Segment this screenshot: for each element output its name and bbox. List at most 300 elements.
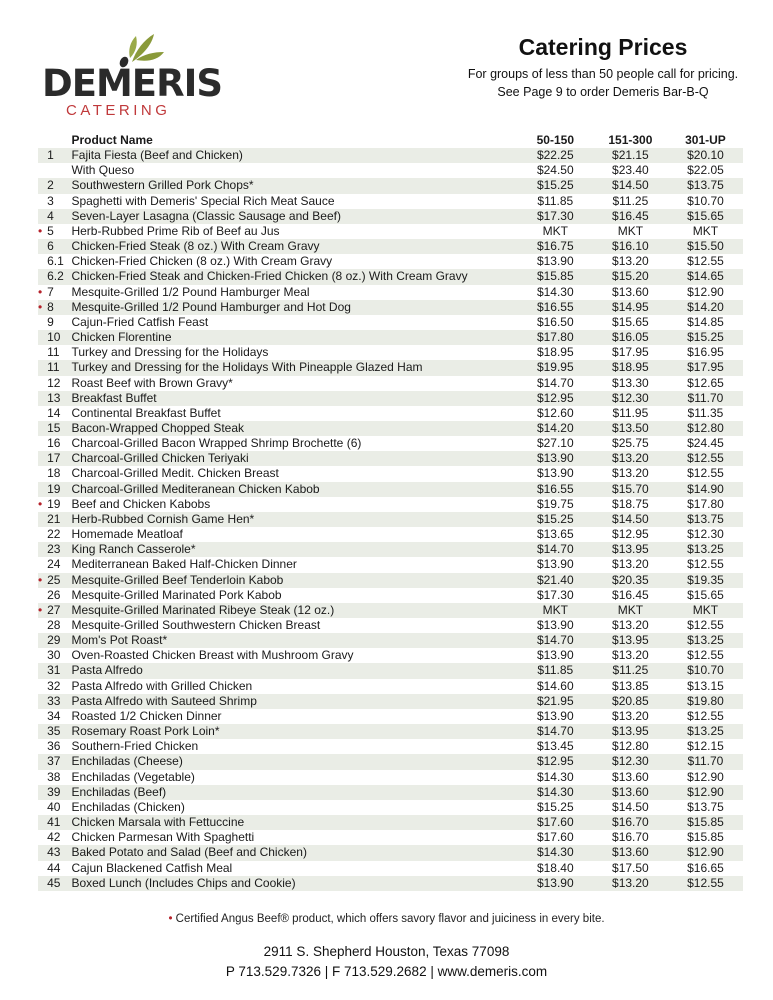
- item-number: 3: [47, 193, 54, 208]
- price-50-150: $16.55: [518, 300, 593, 315]
- header-151-300: 151-300: [608, 133, 653, 147]
- price-151-300: $16.10: [593, 239, 668, 254]
- angus-beef-bullet-icon: [38, 406, 45, 421]
- angus-beef-bullet-icon: [38, 830, 45, 845]
- product-name: Mesquite-Grilled Beef Tenderloin Kabob: [71, 573, 517, 588]
- header-product-name: Product Name: [71, 133, 153, 147]
- angus-beef-bullet-icon: [38, 876, 45, 891]
- price-301-up: $12.55: [687, 254, 724, 269]
- product-name: Herb-Rubbed Cornish Game Hen*: [71, 512, 517, 527]
- product-name: Oven-Roasted Chicken Breast with Mushroom Gravy: [71, 648, 354, 663]
- angus-beef-bullet-icon: [38, 451, 45, 466]
- price-50-150: $15.25: [518, 178, 593, 193]
- item-number: 16: [47, 436, 61, 451]
- item-number: 13: [45, 391, 71, 406]
- product-name: Turkey and Dressing for the Holidays: [71, 345, 269, 360]
- price-301-up: $12.55: [687, 618, 724, 632]
- price-151-300: $11.25: [593, 663, 668, 678]
- price-151-300: $13.50: [593, 421, 668, 436]
- angus-beef-bullet-icon: [38, 800, 45, 815]
- product-name: Boxed Lunch (Includes Chips and Cookie): [71, 876, 517, 891]
- item-number: 15: [45, 421, 71, 436]
- item-number: 8: [45, 300, 71, 315]
- price-50-150: $17.30: [536, 587, 574, 602]
- price-50-150: $13.45: [536, 739, 574, 754]
- table-row: [38, 663, 743, 678]
- price-151-300: $20.35: [593, 573, 668, 588]
- price-50-150: $18.95: [536, 345, 574, 360]
- table-row: [38, 648, 743, 663]
- price-151-300: $17.50: [612, 860, 649, 875]
- item-number: 1: [45, 148, 71, 163]
- price-151-300: $13.60: [593, 845, 668, 860]
- table-row: [38, 830, 743, 845]
- angus-beef-bullet-icon: [38, 482, 45, 497]
- item-number: 22: [47, 527, 61, 542]
- price-301-up: $20.10: [668, 148, 743, 163]
- item-number: 43: [45, 845, 71, 860]
- page-header: [433, 34, 773, 101]
- price-151-300: $13.20: [593, 876, 668, 891]
- price-151-300: $15.70: [593, 482, 668, 497]
- price-301-up: $13.25: [668, 633, 743, 648]
- header-50-150: 50-150: [536, 133, 574, 147]
- angus-beef-bullet-icon: •: [38, 300, 45, 315]
- table-row: [38, 876, 743, 891]
- item-number: 9: [47, 314, 54, 329]
- price-301-up: MKT: [692, 223, 719, 238]
- table-row: [38, 163, 743, 178]
- angus-beef-bullet-icon: [38, 754, 45, 769]
- angus-beef-bullet-icon: [38, 648, 45, 663]
- angus-beef-bullet-icon: [38, 178, 45, 193]
- table-row: [38, 512, 743, 527]
- footnote: [0, 913, 773, 925]
- product-name: King Ranch Casserole*: [71, 542, 517, 557]
- price-151-300: $13.20: [612, 254, 649, 269]
- product-name: Southwestern Grilled Pork Chops*: [71, 178, 517, 193]
- table-row: [38, 527, 743, 542]
- price-151-300: $13.20: [612, 557, 649, 572]
- price-301-up: $22.05: [687, 163, 724, 178]
- angus-beef-bullet-icon: [38, 194, 45, 209]
- product-name: Roasted 1/2 Chicken Dinner: [71, 708, 222, 723]
- angus-beef-bullet-icon: [38, 466, 45, 481]
- item-number: 39: [45, 785, 71, 800]
- price-50-150: $16.55: [518, 482, 593, 497]
- angus-beef-bullet-icon: [38, 770, 45, 785]
- footnote-text: Certified Angus Beef® product, which offers savory flavor and juiciness in every bite.: [175, 913, 605, 925]
- angus-beef-bullet-icon: [38, 209, 45, 224]
- price-301-up: $14.65: [668, 269, 743, 284]
- price-151-300: $15.65: [612, 314, 649, 329]
- product-name: Mesquite-Grilled Marinated Ribeye Steak (12 oz.): [71, 603, 517, 618]
- angus-beef-bullet-icon: [38, 527, 45, 542]
- table-row: [38, 466, 743, 481]
- price-151-300: $13.20: [593, 451, 668, 466]
- price-151-300: $20.85: [593, 694, 668, 709]
- price-50-150: $12.95: [518, 754, 593, 769]
- item-number: 40: [47, 799, 61, 814]
- phone-fax-web: P 713.529.7326 | F 713.529.2682 | www.demeris.com: [225, 964, 548, 979]
- item-number: 19: [45, 482, 71, 497]
- angus-beef-bullet-icon: [38, 376, 45, 391]
- product-name: Chicken Parmesan With Spaghetti: [71, 830, 255, 845]
- item-number: 11: [45, 360, 71, 375]
- price-50-150: $27.10: [536, 436, 574, 451]
- item-number: 45: [45, 876, 71, 891]
- price-50-150: $13.90: [536, 557, 574, 572]
- table-row: [38, 451, 743, 466]
- angus-beef-bullet-icon: [38, 148, 45, 163]
- item-number: 6.1: [47, 254, 64, 269]
- price-301-up: $17.80: [687, 496, 724, 511]
- price-301-up: $12.90: [668, 845, 743, 860]
- price-50-150: $13.90: [536, 648, 574, 663]
- table-row: [38, 269, 743, 284]
- price-151-300: $13.20: [612, 648, 649, 663]
- product-name: Pasta Alfredo: [71, 663, 517, 678]
- angus-beef-bullet-icon: [38, 557, 45, 572]
- angus-beef-bullet-icon: •: [38, 603, 45, 618]
- angus-bullet-icon: •: [168, 913, 173, 925]
- table-row: [38, 345, 743, 360]
- angus-beef-bullet-icon: •: [38, 223, 43, 238]
- product-name: Seven-Layer Lasagna (Classic Sausage and Beef): [71, 209, 517, 224]
- price-50-150: MKT: [542, 223, 568, 238]
- price-50-150: $17.80: [518, 330, 593, 345]
- price-151-300: $13.95: [593, 633, 668, 648]
- page-title: Catering Prices: [518, 34, 688, 60]
- product-name: Enchiladas (Chicken): [71, 799, 185, 814]
- product-name: Turkey and Dressing for the Holidays With Pineapple Glazed Ham: [71, 360, 517, 375]
- angus-beef-bullet-icon: [38, 618, 45, 633]
- angus-beef-bullet-icon: [38, 861, 45, 876]
- product-name: Mediterranean Baked Half-Chicken Dinner: [71, 557, 297, 572]
- price-301-up: $14.90: [668, 482, 743, 497]
- item-number: 19: [47, 496, 61, 511]
- item-number: 27: [45, 603, 71, 618]
- price-301-up: $11.70: [668, 754, 743, 769]
- product-name: Charcoal-Grilled Bacon Wrapped Shrimp Brochette (6): [71, 436, 362, 451]
- angus-beef-bullet-icon: [38, 663, 45, 678]
- price-50-150: $17.30: [518, 209, 593, 224]
- table-row: [38, 603, 743, 618]
- price-50-150: $22.25: [518, 148, 593, 163]
- price-301-up: $11.35: [687, 405, 724, 420]
- product-name: Chicken Marsala with Fettuccine: [71, 815, 517, 830]
- price-151-300: $15.20: [593, 269, 668, 284]
- angus-beef-bullet-icon: [38, 239, 45, 254]
- product-name: Continental Breakfast Buffet: [71, 405, 221, 420]
- table-row: [38, 148, 743, 163]
- price-50-150: $13.90: [536, 618, 574, 632]
- table-row: [38, 694, 743, 709]
- product-name: Cajun Blackened Catfish Meal: [71, 860, 233, 875]
- price-301-up: $13.75: [668, 512, 743, 527]
- item-number: 5: [47, 223, 54, 238]
- price-151-300: $13.95: [593, 724, 668, 739]
- table-row: [38, 588, 743, 603]
- price-50-150: $14.30: [518, 785, 593, 800]
- price-151-300: $21.15: [593, 148, 668, 163]
- product-name: Mom's Pot Roast*: [71, 633, 517, 648]
- price-50-150: $11.85: [518, 663, 593, 678]
- item-number: 14: [47, 405, 61, 420]
- item-number: 34: [47, 708, 61, 723]
- product-name: Breakfast Buffet: [71, 391, 517, 406]
- table-row: [38, 724, 743, 739]
- price-301-up: $15.65: [668, 209, 743, 224]
- price-301-up: $10.70: [687, 193, 724, 208]
- table-row: [38, 739, 743, 754]
- item-number: 6.2: [45, 269, 71, 284]
- contact-address: [0, 942, 773, 982]
- angus-beef-bullet-icon: [38, 163, 45, 178]
- product-name: Baked Potato and Salad (Beef and Chicken): [71, 845, 517, 860]
- price-301-up: $12.90: [687, 769, 724, 784]
- price-50-150: $21.95: [518, 694, 593, 709]
- angus-beef-bullet-icon: [38, 845, 45, 860]
- product-name: Southern-Fried Chicken: [71, 739, 199, 754]
- angus-beef-bullet-icon: [38, 588, 45, 603]
- product-name: Homemade Meatloaf: [71, 527, 183, 542]
- product-name: Chicken-Fried Chicken (8 oz.) With Cream Gravy: [71, 254, 333, 269]
- price-301-up: $14.20: [668, 300, 743, 315]
- price-151-300: $13.20: [612, 466, 649, 481]
- product-name: Chicken-Fried Steak (8 oz.) With Cream Gravy: [71, 239, 517, 254]
- table-row: [38, 754, 743, 769]
- price-301-up: $13.75: [668, 178, 743, 193]
- price-301-up: $11.70: [668, 391, 743, 406]
- product-name: Charcoal-Grilled Medit. Chicken Breast: [71, 466, 279, 481]
- product-name: Bacon-Wrapped Chopped Steak: [71, 421, 517, 436]
- price-151-300: $14.50: [593, 178, 668, 193]
- price-50-150: $14.30: [536, 769, 574, 784]
- angus-beef-bullet-icon: [38, 391, 45, 406]
- product-name: Charcoal-Grilled Chicken Teriyaki: [71, 451, 517, 466]
- price-301-up: $16.65: [687, 860, 724, 875]
- price-50-150: $16.75: [518, 239, 593, 254]
- price-301-up: $12.55: [687, 557, 724, 572]
- price-301-up: $14.85: [687, 314, 724, 329]
- item-number: 10: [45, 330, 71, 345]
- price-301-up: $17.95: [668, 360, 743, 375]
- price-50-150: $13.90: [518, 876, 593, 891]
- item-number: 11: [47, 345, 60, 360]
- product-name: Enchiladas (Cheese): [71, 754, 517, 769]
- price-301-up: $12.90: [687, 284, 724, 299]
- table-row: [38, 785, 743, 800]
- price-151-300: MKT: [617, 223, 644, 238]
- street-address: 2911 S. Shepherd Houston, Texas 77098: [263, 944, 510, 959]
- item-number: 7: [47, 284, 54, 299]
- table-row: [38, 679, 743, 694]
- price-151-300: $13.30: [612, 375, 649, 390]
- price-151-300: MKT: [593, 603, 668, 618]
- header-number: [45, 133, 71, 148]
- item-number: 4: [45, 209, 71, 224]
- price-151-300: $12.30: [593, 391, 668, 406]
- price-151-300: $13.20: [612, 708, 649, 723]
- price-table: [38, 133, 743, 891]
- price-50-150: $14.70: [518, 724, 593, 739]
- price-50-150: $15.25: [518, 512, 593, 527]
- price-50-150: $14.60: [536, 678, 574, 693]
- price-50-150: $16.50: [536, 314, 574, 329]
- price-301-up: $12.90: [668, 785, 743, 800]
- price-301-up: $12.80: [668, 421, 743, 436]
- table-row: [38, 239, 743, 254]
- price-301-up: $12.65: [687, 375, 724, 390]
- price-151-300: $16.05: [593, 330, 668, 345]
- table-row: [38, 330, 743, 345]
- price-50-150: $19.75: [536, 496, 574, 511]
- item-number: 42: [47, 830, 61, 845]
- product-name: Mesquite-Grilled 1/2 Pound Hamburger and Hot Dog: [71, 300, 517, 315]
- price-50-150: $19.95: [518, 360, 593, 375]
- table-row: [38, 376, 743, 391]
- item-number: 32: [47, 678, 61, 693]
- price-50-150: $13.90: [536, 254, 574, 269]
- price-151-300: $16.70: [612, 830, 649, 845]
- item-number: 44: [47, 860, 61, 875]
- price-151-300: $13.60: [612, 284, 649, 299]
- item-number: 25: [45, 573, 71, 588]
- item-number: 24: [47, 557, 61, 572]
- header-bullet: [38, 133, 45, 148]
- angus-beef-bullet-icon: [38, 345, 45, 360]
- price-301-up: $24.45: [687, 436, 724, 451]
- table-row: [38, 800, 743, 815]
- angus-beef-bullet-icon: [38, 330, 45, 345]
- product-name: Beef and Chicken Kabobs: [71, 496, 211, 511]
- angus-beef-bullet-icon: [38, 542, 45, 557]
- item-number: 36: [47, 739, 61, 754]
- price-50-150: $14.70: [518, 633, 593, 648]
- price-50-150: $13.90: [536, 708, 574, 723]
- product-name: Charcoal-Grilled Mediteranean Chicken Kabob: [71, 482, 517, 497]
- price-151-300: $13.20: [612, 618, 649, 632]
- product-name: Chicken-Fried Steak and Chicken-Fried Chicken (8 oz.) With Cream Gravy: [71, 269, 517, 284]
- header-note-pricing: For groups of less than 50 people call for pricing.: [467, 67, 739, 81]
- price-301-up: $12.55: [687, 466, 724, 481]
- price-151-300: $13.95: [593, 542, 668, 557]
- angus-beef-bullet-icon: [38, 315, 45, 330]
- price-301-up: $16.95: [687, 345, 724, 360]
- product-name: Herb-Rubbed Prime Rib of Beef au Jus: [71, 223, 280, 238]
- item-number: 2: [45, 178, 71, 193]
- price-151-300: $11.25: [612, 193, 649, 208]
- angus-beef-bullet-icon: •: [38, 284, 43, 299]
- price-151-300: $16.70: [593, 815, 668, 830]
- item-number: 37: [45, 754, 71, 769]
- price-151-300: $17.95: [612, 345, 649, 360]
- price-301-up: $15.25: [668, 330, 743, 345]
- table-row: [38, 406, 743, 421]
- logo-subtitle: CATERING: [66, 102, 171, 119]
- table-row: [38, 542, 743, 557]
- price-50-150: $17.60: [536, 830, 574, 845]
- price-301-up: $12.30: [687, 527, 724, 542]
- price-151-300: $13.60: [593, 785, 668, 800]
- angus-beef-bullet-icon: [38, 360, 45, 375]
- angus-beef-bullet-icon: [38, 254, 45, 269]
- product-name: Mesquite-Grilled 1/2 Pound Hamburger Meal: [71, 284, 310, 299]
- item-number: [45, 163, 71, 178]
- price-50-150: $14.70: [536, 375, 574, 390]
- item-number: 35: [45, 724, 71, 739]
- table-row: [38, 300, 743, 315]
- product-name: Rosemary Roast Pork Loin*: [71, 724, 517, 739]
- price-50-150: $13.90: [536, 466, 574, 481]
- price-50-150: $13.90: [518, 451, 593, 466]
- angus-beef-bullet-icon: [38, 269, 45, 284]
- price-301-up: $12.55: [687, 648, 724, 663]
- price-301-up: $13.15: [687, 678, 724, 693]
- item-number: 12: [47, 375, 61, 390]
- table-row: [38, 573, 743, 588]
- table-row: [38, 436, 743, 451]
- item-number: 31: [45, 663, 71, 678]
- table-row: [38, 709, 743, 724]
- item-number: 28: [47, 618, 61, 632]
- item-number: 29: [45, 633, 71, 648]
- price-151-300: $12.95: [612, 527, 649, 542]
- angus-beef-bullet-icon: [38, 512, 45, 527]
- angus-beef-bullet-icon: •: [38, 573, 45, 588]
- table-row: [38, 845, 743, 860]
- price-50-150: $24.50: [536, 163, 574, 178]
- price-151-300: $13.60: [612, 769, 649, 784]
- angus-beef-bullet-icon: [38, 815, 45, 830]
- price-50-150: $12.60: [536, 405, 574, 420]
- angus-beef-bullet-icon: [38, 709, 45, 724]
- price-301-up: $12.15: [687, 739, 724, 754]
- price-301-up: $13.75: [687, 799, 724, 814]
- price-50-150: $14.70: [518, 542, 593, 557]
- item-number: 38: [47, 769, 61, 784]
- item-number: 33: [45, 694, 71, 709]
- table-row: [38, 391, 743, 406]
- angus-beef-bullet-icon: [38, 739, 45, 754]
- table-row: [38, 618, 743, 633]
- product-name: Cajun-Fried Catfish Feast: [71, 314, 209, 329]
- price-151-300: $13.85: [612, 678, 649, 693]
- product-name: Mesquite-Grilled Southwestern Chicken Breast: [71, 618, 321, 632]
- price-50-150: $12.95: [518, 391, 593, 406]
- table-row: [38, 209, 743, 224]
- price-301-up: $13.25: [668, 542, 743, 557]
- price-151-300: $11.95: [612, 405, 649, 420]
- price-301-up: $12.55: [668, 876, 743, 891]
- price-50-150: $14.20: [518, 421, 593, 436]
- price-50-150: $11.85: [537, 193, 574, 208]
- price-301-up: $19.80: [668, 694, 743, 709]
- price-50-150: $15.85: [518, 269, 593, 284]
- table-row: [38, 254, 743, 269]
- price-50-150: $18.40: [536, 860, 574, 875]
- price-301-up: $13.25: [668, 724, 743, 739]
- table-row: [38, 421, 743, 436]
- angus-beef-bullet-icon: [38, 694, 45, 709]
- product-name: With Queso: [71, 163, 135, 178]
- price-151-300: $14.50: [593, 512, 668, 527]
- item-number: 21: [45, 512, 71, 527]
- demeris-logo: [42, 32, 222, 119]
- price-151-300: $16.45: [593, 209, 668, 224]
- price-50-150: $17.60: [518, 815, 593, 830]
